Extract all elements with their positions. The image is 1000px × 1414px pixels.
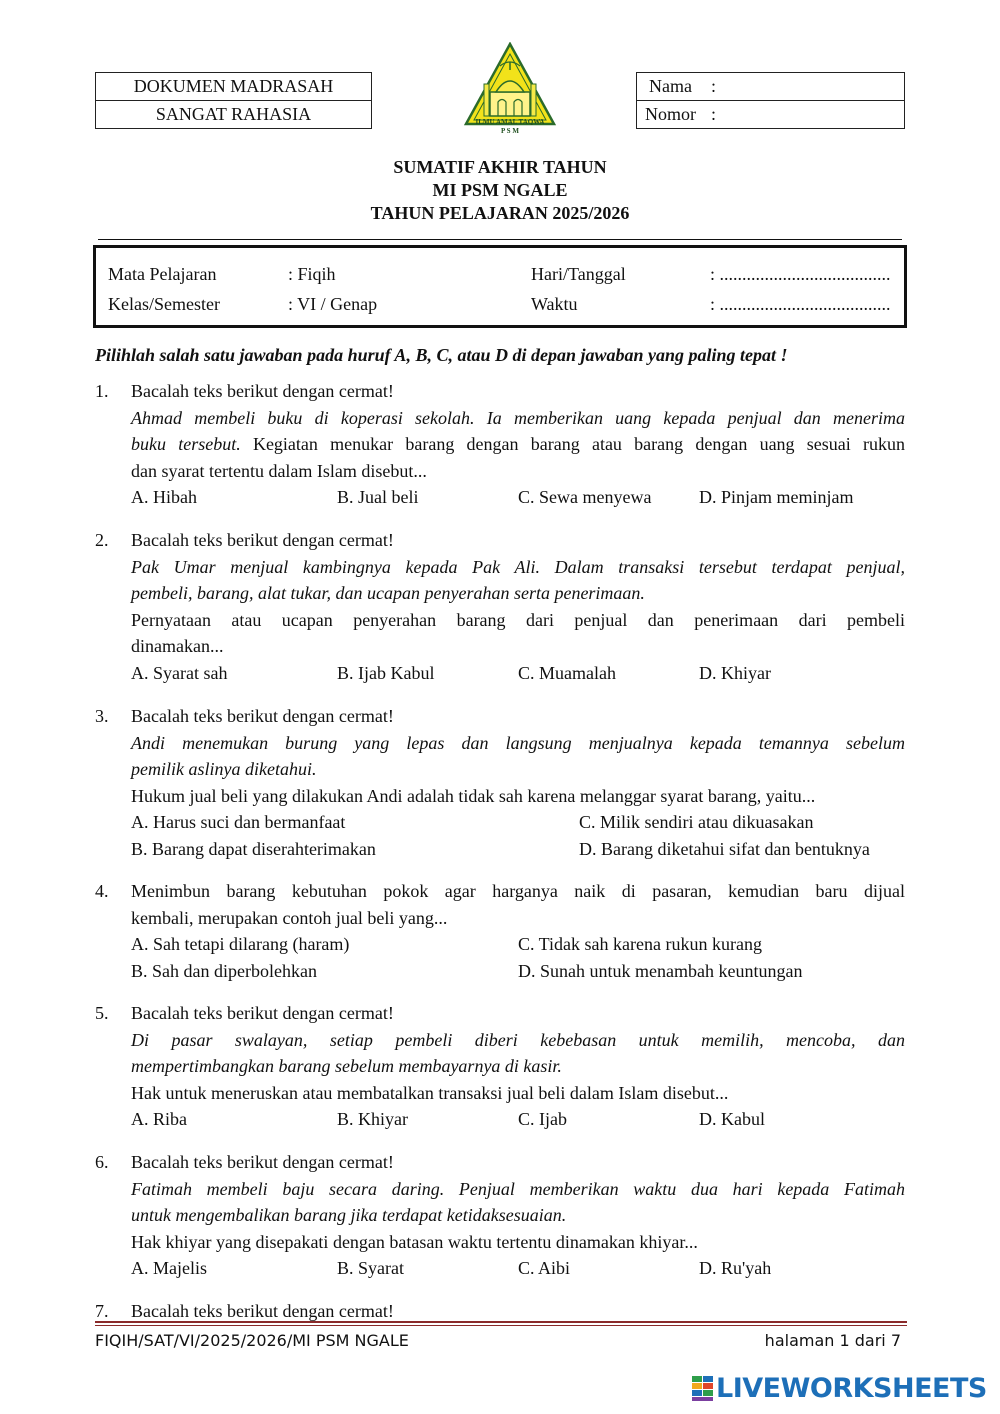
class-label: Kelas/Semester (108, 294, 220, 314)
option-c[interactable]: C. Sewa menyewa (518, 487, 652, 507)
doc-label-box (95, 72, 372, 101)
question-number: 6. (95, 1152, 109, 1172)
instruction-text: Pilihlah salah satu jawaban pada huruf A, B, C, atau D di depan jawaban yang paling tepat ! (95, 345, 788, 365)
question-text: Kegiatan menukar barang dengan barang atau barang dengan uang sesuai rukun (240, 434, 905, 454)
date-label: Hari/Tanggal (531, 264, 626, 284)
option-b[interactable]: B. Syarat (337, 1258, 404, 1278)
liveworksheets-logo-icon (692, 1376, 714, 1402)
question-story-line: pemilik aslinya diketahui. (131, 759, 317, 779)
answer-options (131, 1255, 905, 1282)
question-text: Menimbun barang kebutuhan pokok agar harganya naik di pasaran, kemudian baru dijual (131, 881, 905, 901)
option-c[interactable]: C. Ijab (518, 1109, 567, 1129)
name-label: Nama (649, 76, 692, 96)
logo-motto (462, 118, 558, 136)
footer-divider-thin (95, 1325, 907, 1326)
logo-motto-line1: ILMU AMAL TAQWA (475, 118, 545, 126)
exam-title: SUMATIF AKHIR TAHUN (393, 157, 607, 177)
question-text: Hukum jual beli yang dilakukan Andi adalah tidak sah karena melanggar syarat barang, yaitu... (131, 785, 816, 806)
answer-options (131, 1106, 905, 1133)
question-1 (95, 378, 905, 511)
name-sep: : (711, 76, 717, 96)
option-a[interactable]: A. Sah tetapi dilarang (haram) (131, 934, 350, 954)
question-text: dan syarat tertentu dalam Islam disebut... (131, 460, 427, 481)
question-story-line: Fatimah membeli baju secara daring. Penjual memberikan waktu dua hari kepada Fatimah (131, 1178, 905, 1199)
question-story-line: Andi menemukan burung yang lepas dan langsung menjualnya kepada temannya sebelum (131, 732, 905, 753)
number-label: Nomor (645, 104, 696, 124)
option-b[interactable]: B. Khiyar (337, 1109, 408, 1129)
question-number: 7. (95, 1301, 109, 1321)
school-logo (462, 42, 558, 138)
answer-options (131, 809, 905, 836)
question-lead: Bacalah teks berikut dengan cermat! (131, 1152, 394, 1172)
question-4 (95, 878, 905, 984)
answer-options (131, 836, 905, 863)
option-c[interactable]: C. Aibi (518, 1258, 571, 1278)
question-story-line: pembeli, barang, alat tukar, dan ucapan penyerahan serta penerimaan. (131, 583, 645, 603)
question-lead: Bacalah teks berikut dengan cermat! (131, 706, 394, 726)
question-number: 2. (95, 530, 109, 550)
option-d[interactable]: D. Barang diketahui sifat dan bentuknya (579, 838, 870, 859)
option-a[interactable]: A. Riba (131, 1109, 187, 1129)
option-d[interactable]: D. Ru'yah (699, 1258, 772, 1278)
question-text: Hak untuk meneruskan atau membatalkan transaksi jual beli dalam Islam disebut... (131, 1082, 729, 1103)
question-story-line: Pak Umar menjual kambingnya kepada Pak Ali. Dalam transaksi tersebut terdapat penjual, (131, 556, 905, 577)
answer-options (131, 958, 905, 985)
footer-doc-code: FIQIH/SAT/VI/2025/2026/MI PSM NGALE (95, 1331, 409, 1350)
subject-value: : Fiqih (288, 264, 336, 284)
footer-divider (95, 1321, 907, 1323)
question-lead: Bacalah teks berikut dengan cermat! (131, 1301, 394, 1321)
option-c[interactable]: C. Tidak sah karena rukun kurang (518, 934, 762, 954)
option-a[interactable]: A. Hibah (131, 487, 197, 507)
logo-motto-line2: P S M (501, 127, 519, 135)
question-2 (95, 527, 905, 686)
question-story-line: mempertimbangkan barang sebelum membayarnya di kasir. (131, 1056, 562, 1076)
question-text: kembali, merupakan contoh jual beli yang... (131, 907, 448, 928)
time-value[interactable]: : ...................................... (710, 294, 891, 314)
question-story-line: Ahmad membeli buku di koperasi sekolah. Ia memberikan uang kepada penjual dan menerima (131, 407, 905, 428)
school-name: MI PSM NGALE (432, 180, 568, 200)
option-a[interactable]: A. Syarat sah (131, 662, 228, 683)
name-field-box[interactable] (636, 72, 905, 101)
option-b[interactable]: B. Ijab Kabul (337, 662, 435, 683)
question-lead: Bacalah teks berikut dengan cermat! (131, 381, 394, 401)
question-5 (95, 1000, 905, 1133)
question-lead: Bacalah teks berikut dengan cermat! (131, 1003, 394, 1023)
question-text: Hak khiyar yang disepakati dengan batasan waktu tertentu dinamakan khiyar... (131, 1231, 698, 1252)
question-number: 3. (95, 706, 109, 726)
question-text: dinamakan... (131, 636, 224, 656)
option-b[interactable]: B. Barang dapat diserahterimakan (131, 838, 376, 859)
watermark-text: LIVEWORKSHEETS (716, 1373, 987, 1404)
liveworksheets-watermark[interactable] (692, 1373, 987, 1404)
answer-options (131, 931, 905, 958)
answer-options (131, 660, 905, 687)
exam-info-box (93, 245, 907, 328)
time-label: Waktu (531, 294, 578, 314)
question-story-line: untuk mengembalikan barang jika terdapat ketidaksesuaian. (131, 1205, 567, 1225)
option-a[interactable]: A. Harus suci dan bermanfaat (131, 812, 346, 832)
option-b[interactable]: B. Jual beli (337, 487, 419, 507)
number-field-box[interactable] (636, 100, 905, 129)
option-d[interactable]: D. Kabul (699, 1109, 765, 1129)
option-c[interactable]: C. Muamalah (518, 662, 616, 683)
question-number: 1. (95, 381, 109, 401)
subject-label: Mata Pelajaran (108, 264, 217, 284)
question-story-line: Di pasar swalayan, setiap pembeli diberi kebebasan untuk memilih, mencoba, dan (131, 1029, 905, 1050)
option-c[interactable]: C. Milik sendiri atau dikuasakan (579, 812, 814, 832)
option-a[interactable]: A. Majelis (131, 1258, 207, 1278)
option-b[interactable]: B. Sah dan diperbolehkan (131, 960, 317, 981)
number-sep: : (711, 104, 717, 124)
answer-options (131, 484, 905, 511)
academic-year: TAHUN PELAJARAN 2025/2026 (370, 203, 630, 223)
question-6 (95, 1149, 905, 1282)
class-value: : VI / Genap (288, 294, 378, 314)
doc-label-box-2 (95, 100, 372, 129)
question-story-line (131, 431, 905, 458)
question-number: 4. (95, 881, 109, 901)
doc-label-2: SANGAT RAHASIA (155, 104, 312, 124)
question-3 (95, 703, 905, 862)
option-d[interactable]: D. Khiyar (699, 662, 771, 683)
option-d[interactable]: D. Sunah untuk menambah keuntungan (518, 960, 803, 981)
question-number: 5. (95, 1003, 109, 1023)
doc-label-1: DOKUMEN MADRASAH (133, 76, 334, 96)
date-value[interactable]: : ...................................... (710, 264, 891, 284)
question-story-italic: buku tersebut. (131, 434, 241, 454)
question-text: Pernyataan atau ucapan penyerahan barang dari penjual dan penerimaan dari pembeli (131, 609, 905, 630)
footer-page-number: halaman 1 dari 7 (764, 1331, 901, 1350)
option-d[interactable]: D. Pinjam meminjam (699, 487, 854, 507)
question-lead: Bacalah teks berikut dengan cermat! (131, 530, 394, 550)
